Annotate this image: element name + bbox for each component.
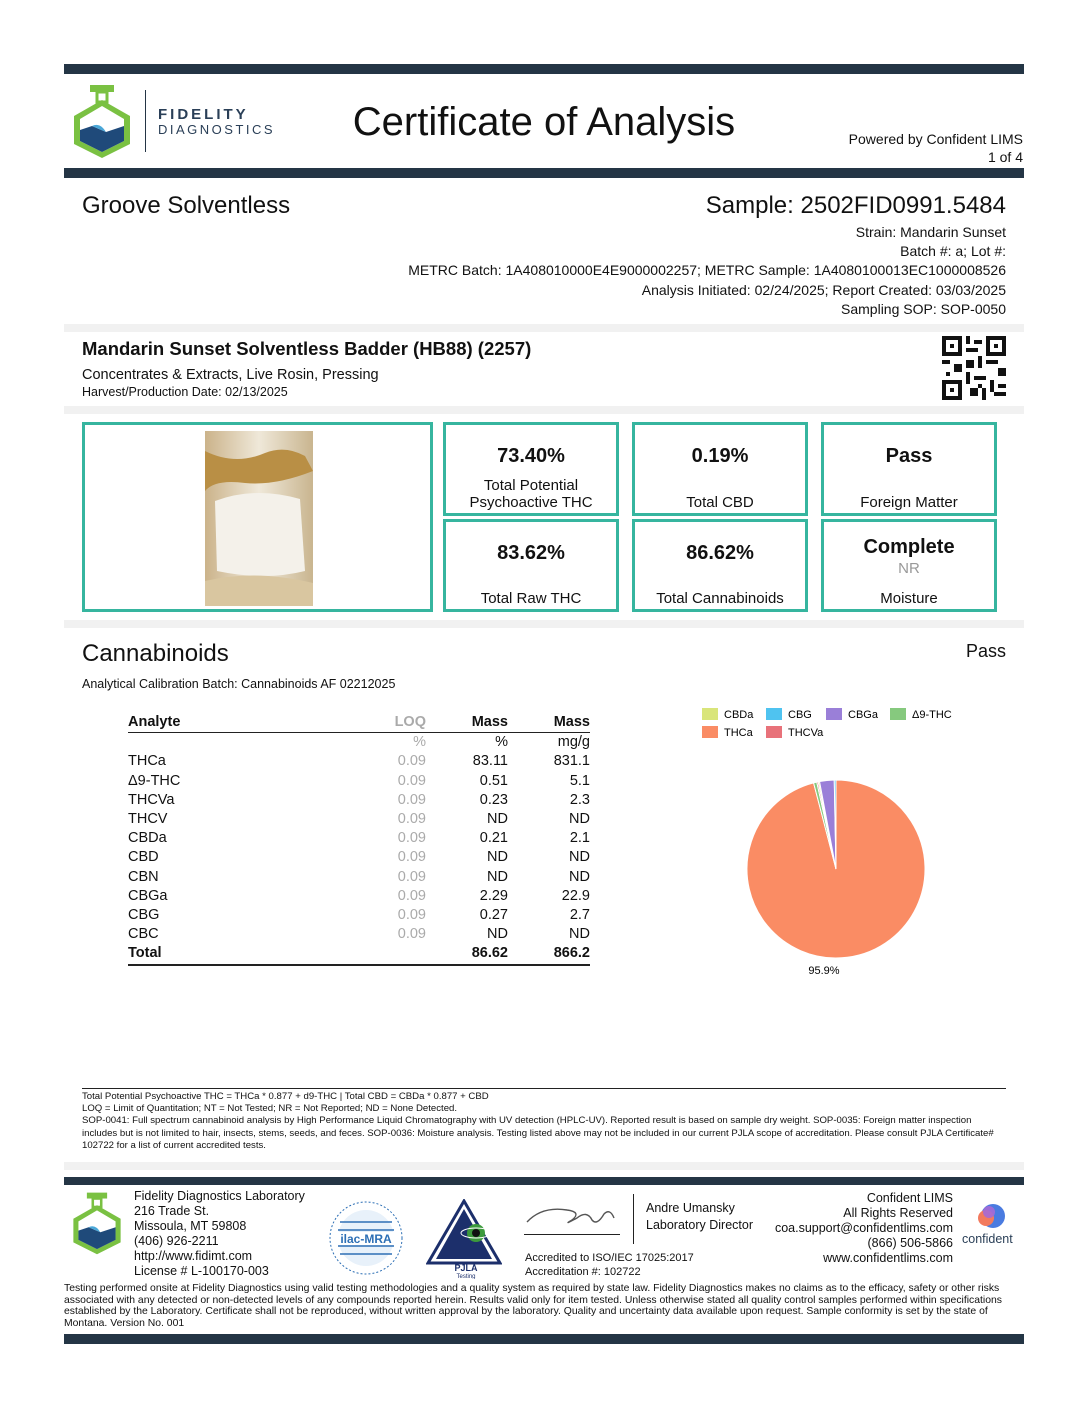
product-name: Mandarin Sunset Solventless Badder (HB88) (2257)	[82, 338, 532, 359]
table-row: THCV 0.09 ND ND	[128, 811, 590, 828]
legend-item	[702, 726, 754, 739]
harvest-date: Harvest/Production Date: 02/13/2025	[82, 385, 288, 399]
cannabinoids-heading: Cannabinoids	[82, 640, 229, 667]
logo-divider	[145, 90, 146, 152]
summary-total-thc: 73.40% Total Potential Psychoactive THC	[443, 422, 619, 516]
summary-foreign-matter: Pass Foreign Matter	[821, 422, 997, 516]
legend-item	[890, 708, 952, 721]
footer-top-bar	[64, 1177, 1024, 1185]
svg-text:PJLA: PJLA	[454, 1263, 478, 1273]
svg-text:ilac-MRA: ilac-MRA	[340, 1232, 392, 1246]
signature-line	[524, 1234, 620, 1235]
confident-name: Confident LIMS	[866, 1191, 953, 1205]
confident-contact	[775, 1191, 953, 1266]
confident-website[interactable]: www.confidentlims.com	[823, 1251, 953, 1265]
strain: Strain: Mandarin Sunset	[855, 224, 1006, 240]
footnote-formula: Total Potential Psychoactive THC = THCa * 0.877 + d9-THC | Total CBD = CBDa * 0.877 + CBD	[82, 1091, 489, 1102]
table-header-row	[128, 713, 590, 733]
legend-swatch	[702, 726, 718, 738]
lab-website[interactable]: http://www.fidimt.com	[134, 1249, 253, 1263]
page-number: 1 of 4	[987, 149, 1023, 165]
bottom-border-bar	[64, 1334, 1024, 1344]
signature-image	[522, 1196, 622, 1232]
sample-id: Sample: 2502FID0991.5484	[705, 192, 1006, 219]
signer-title: Laboratory Director	[646, 1218, 753, 1232]
footnote-abbreviations: LOQ = Limit of Quantitation; NT = Not Tested; NR = Not Reported; ND = None Detected.	[82, 1103, 458, 1115]
metrc-ids: METRC Batch: 1A408010000E4E9000002257; METRC Sample: 1A4080100013EC1000008526	[408, 262, 1006, 278]
section-divider	[64, 324, 1024, 332]
header-divider-bar	[64, 168, 1024, 178]
confident-rights: All Rights Reserved	[843, 1206, 953, 1220]
legend-item	[702, 708, 754, 721]
table-row: CBC 0.09 ND ND	[128, 926, 590, 943]
pjla-logo	[426, 1199, 502, 1279]
footnotes	[82, 1091, 1006, 1152]
legend-label: CBGa	[848, 709, 878, 721]
section-divider	[64, 620, 1024, 628]
legend-label: THCa	[724, 727, 753, 739]
legend-label: Δ9-THC	[912, 709, 952, 721]
section-divider	[64, 406, 1024, 414]
lab-address-1: 216 Trade St.	[134, 1204, 210, 1218]
signature-divider	[633, 1194, 634, 1244]
legend-label: THCVa	[788, 727, 824, 739]
col-mass-pct: Mass	[426, 713, 508, 733]
disclaimer: Testing performed onsite at Fidelity Diagnostics using valid testing methodologies and a quality system as required by state law. Fidelity Diagnostics makes no claims as to the efficacy, safety or other risks associated with any detected or non-detected levels of any compounds reported herein. Results valid only for item tested. Unless otherwise stated all quality control samples performed within specifications established by the Laboratory. Certificate shall not be reproduced, without written approval by the laboratory. Quality and uncertainty data available upon request. Sample conformity is set by the state of Montana. Version No. 001	[64, 1283, 1002, 1329]
legend-label: CBDa	[724, 709, 754, 721]
confident-logo-text: confident	[962, 1232, 1013, 1246]
iso-accreditation: Accredited to ISO/IEC 17025:2017	[525, 1252, 694, 1264]
accreditation-number: Accreditation #: 102722	[525, 1266, 641, 1278]
cannabinoids-table	[128, 713, 590, 966]
client-name: Groove Solventless	[82, 192, 291, 219]
cannabinoids-status: Pass	[965, 641, 1006, 661]
cannabinoids-body	[128, 733, 590, 965]
legend-swatch	[890, 708, 906, 720]
summary-total-cbd: 0.19% Total CBD	[632, 422, 808, 516]
brand-name-bottom: DIAGNOSTICS	[158, 122, 276, 137]
analysis-dates: Analysis Initiated: 02/24/2025; Report Created: 03/03/2025	[641, 282, 1006, 298]
summary-moisture: Complete NR Moisture	[821, 519, 997, 612]
product-category: Concentrates & Extracts, Live Rosin, Pressing	[82, 367, 379, 383]
legend-swatch	[702, 708, 718, 720]
col-analyte: Analyte	[128, 713, 268, 733]
table-row: CBDa 0.09 0.21 2.1	[128, 830, 590, 847]
legend-swatch	[766, 726, 782, 738]
sampling-sop: Sampling SOP: SOP-0050	[841, 301, 1006, 317]
col-mass-mgg: Mass	[508, 713, 590, 733]
legend-label: CBG	[788, 709, 812, 721]
svg-text:Testing: Testing	[456, 1274, 476, 1279]
powered-by: Powered by Confident LIMS	[848, 131, 1023, 147]
page-title: Certificate of Analysis	[352, 100, 736, 144]
qr-code-icon[interactable]	[942, 336, 1006, 400]
table-row: Δ9-THC 0.09 0.51 5.1	[128, 772, 590, 789]
product-photo-frame	[82, 422, 433, 612]
lab-phone: (406) 926-2211	[134, 1234, 219, 1248]
summary-total-raw-thc: 83.62% Total Raw THC	[443, 519, 619, 612]
footnote-divider	[82, 1088, 1006, 1089]
table-row: CBG 0.09 0.27 2.7	[128, 907, 590, 924]
table-row: CBD 0.09 ND ND	[128, 849, 590, 866]
table-row: THCa 0.09 83.11 831.1	[128, 753, 590, 770]
confident-phone: (866) 506-5866	[867, 1236, 953, 1250]
legend-swatch	[766, 708, 782, 720]
legend-swatch	[826, 708, 842, 720]
legend-item	[766, 726, 824, 739]
top-border-bar	[64, 64, 1024, 74]
table-row: THCVa 0.09 0.23 2.3	[128, 791, 590, 808]
units-row: % % mg/g	[413, 734, 590, 751]
cannabinoid-pie-chart	[690, 700, 990, 990]
col-loq: LOQ	[268, 713, 426, 733]
pie-data-label: 95.9%	[808, 965, 840, 977]
summary-total-cannabinoids: 86.62% Total Cannabinoids	[632, 519, 808, 612]
legend-item	[766, 708, 812, 721]
footnote-methods: SOP-0041: Full spectrum cannabinoid analysis by High Performance Liquid Chromatography with UV detection (HPLC-UV). Reported result is based on sample dry weight. SOP-0035: Foreign matter inspection includes but is not limited to hair, insects, stems, seeds, and feces. SOP-0036: Moisture analysis. Testing listed above may not be included in our current PJLA scope of accreditation. Please consult PJLA Certificate# 102722 for a list of current accredited tests.	[82, 1115, 994, 1151]
lab-address-2: Missoula, MT 59808	[134, 1219, 247, 1233]
support-email[interactable]: coa.support@confidentlims.com	[774, 1221, 953, 1235]
product-photo	[205, 431, 313, 606]
batch-lot: Batch #: a; Lot #:	[900, 243, 1006, 259]
section-divider	[64, 1162, 1024, 1170]
brand-name-top: FIDELITY	[158, 106, 249, 123]
table-row: CBGa 0.09 2.29 22.9	[128, 887, 590, 904]
lab-contact	[134, 1189, 305, 1279]
flask-logo-icon	[70, 1190, 124, 1256]
legend-item	[826, 708, 879, 721]
table-row: CBN 0.09 ND ND	[128, 868, 590, 885]
signer-name: Andre Umansky	[646, 1201, 735, 1215]
calibration-batch: Analytical Calibration Batch: Cannabinoids AF 02212025	[82, 677, 396, 691]
confident-logo-icon	[974, 1200, 1008, 1232]
flask-logo-icon	[70, 82, 134, 160]
lab-name: Fidelity Diagnostics Laboratory	[134, 1189, 305, 1203]
ilac-mra-logo	[328, 1200, 404, 1276]
lab-license: License # L-100170-003	[134, 1264, 269, 1278]
table-total-row: Total 86.62 866.2	[128, 944, 590, 964]
